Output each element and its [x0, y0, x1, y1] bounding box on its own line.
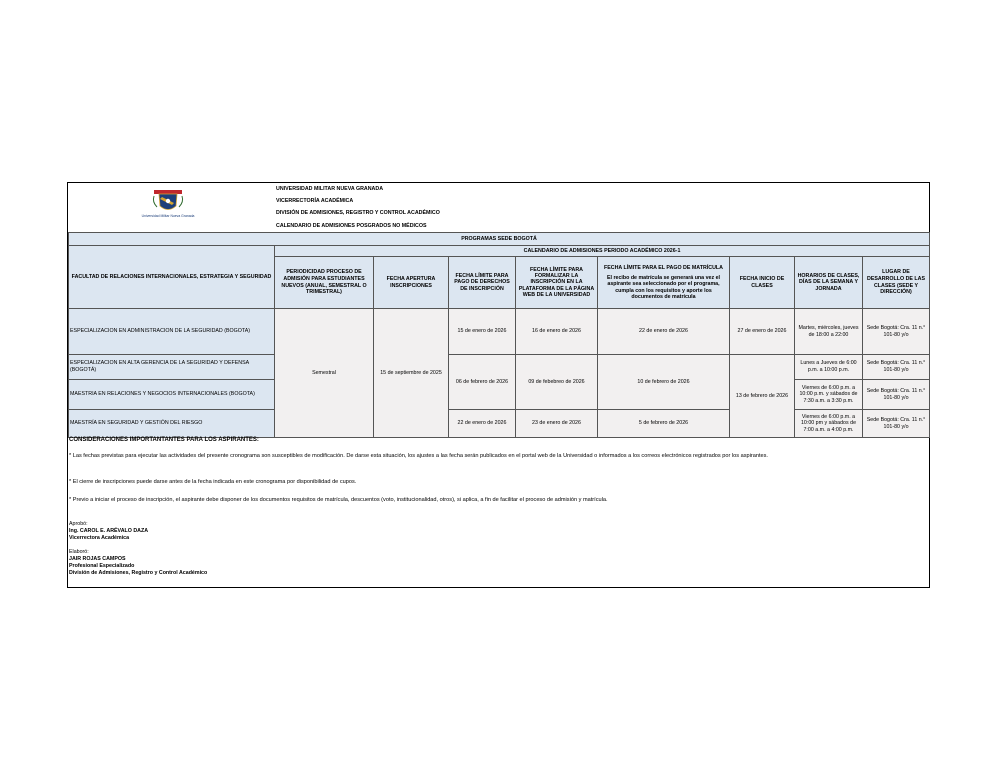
lugar-value: Sede Bogotá: Cra. 11 n.° 101-80 y/o [863, 410, 930, 438]
formalizar-value: 16 de enero de 2026 [516, 309, 598, 355]
table-row [69, 355, 930, 380]
col-pago-matricula-note: El recibo de matrícula se generará una vez el aspirante sea seleccionado por el programa, cumpla con los requisitos y aporte los documentos de matrícula [606, 275, 721, 300]
horario-value: Viernes de 6:00 p.m. a 10:00 pm y sábados de 7:00 a.m. a 4:00 p.m. [795, 410, 863, 438]
col-limite-formalizar: FECHA LÍMITE PARA FORMALIZAR LA INSCRIPCIÓN EN LA PLATAFORMA DE LA PÁGINA WEB DE LA UNIVERSIDAD [516, 257, 598, 309]
vicerrectoria-label: VICERRECTORÍA ACADÉMICA [276, 198, 354, 204]
col-pago-matricula [598, 257, 730, 309]
table-row [69, 410, 930, 438]
notes-title: CONSIDERACIONES IMPORTANTANTES PARA LOS ASPIRANTES: [69, 437, 259, 443]
program-name: MAESTRIA EN RELACIONES Y NEGOCIOS INTERNACIONALES (BOGOTA) [69, 380, 275, 410]
approved-name: Ing. CAROL E. ARÉVALO DAZA [69, 528, 149, 534]
horario-value: Lunes a Jueves de 6:00 p.m. a 10:00 p.m. [795, 355, 863, 380]
lugar-value: Sede Bogotá: Cra. 11 n.° 101-80 y/o [863, 309, 930, 355]
document-header [68, 183, 929, 232]
university-name: UNIVERSIDAD MILITAR NUEVA GRANADA [276, 186, 384, 192]
note-item: * El cierre de inscripciones puede darse antes de la fecha indicada en este cronograma por disponibilidad de cupos. [69, 479, 357, 485]
horario-value: Viernes de 6:00 p.m. a 10:00 p.m. y sábados de 7:30 a.m. a 3:30 p.m. [795, 380, 863, 410]
matricula-value: 10 de febrero de 2026 [598, 355, 730, 410]
col-limite-pago: FECHA LÍMITE PARA PAGO DE DERECHOS DE INSCRIPCIÓN [449, 257, 516, 309]
university-logo [141, 188, 195, 228]
pago-value: 22 de enero de 2026 [449, 410, 516, 438]
admissions-calendar-sheet [67, 182, 930, 588]
matricula-value: 22 de enero de 2026 [598, 309, 730, 355]
formalizar-value: 23 de enero de 2026 [516, 410, 598, 438]
period-title: CALENDARIO DE ADMISIONES PERIODO ACADÉMICO 2026-1 [275, 246, 930, 257]
pago-value: 15 de enero de 2026 [449, 309, 516, 355]
program-name: ESPECIALIZACION EN ADMINISTRACION DE LA SEGURIDAD (BOGOTA) [69, 309, 275, 355]
logo-text: Universidad Militar Nueva Granada [141, 214, 195, 218]
col-pago-matricula-title: FECHA LÍMITE PARA EL PAGO DE MATRÍCULA [604, 265, 723, 272]
col-lugar: LUGAR DE DESARROLLO DE LAS CLASES (SEDE Y DIRECCIÓN) [863, 257, 930, 309]
approved-role: Vicerrectora Académica [69, 535, 130, 541]
col-apertura: FECHA APERTURA INSCRIPCIONES [374, 257, 449, 309]
pago-value: 06 de febrero de 2026 [449, 355, 516, 410]
approved-label: Aprobó: [69, 521, 88, 527]
prepared-name: JAIR ROJAS CAMPOS [69, 556, 126, 562]
division-label: DIVISIÓN DE ADMISIONES, REGISTRO Y CONTROL ACADÉMICO [276, 210, 440, 216]
formalizar-value: 09 de febebreo de 2026 [516, 355, 598, 410]
col-inicio: FECHA INICIO DE CLASES [730, 257, 795, 309]
faculty-header: FACULTAD DE RELACIONES INTERNACIONALES, ESTRATEGIA Y SEGURIDAD [69, 246, 275, 309]
horario-value: Martes, miércoles, jueves de 18:00 a 22:00 [795, 309, 863, 355]
apertura-value: 15 de septiembre de 2025 [374, 309, 449, 438]
col-horarios: HORARIOS DE CLASES, DÍAS DE LA SEMANA Y JORNADA [795, 257, 863, 309]
section-title: PROGRAMAS SEDE BOGOTÁ [69, 233, 930, 246]
admissions-table [68, 232, 930, 438]
inicio-value: 27 de enero de 2026 [730, 309, 795, 355]
lugar-value: Sede Bogotá: Cra. 11 n.° 101-80 y/o [863, 355, 930, 380]
note-item: * Las fechas previstas para ejecutar las actividades del presente cronograma son susceptibles de modificación. De darse esta situación, los ajustes a las fecha serán publicados en el portal web de la Universidad o informados a los correos electrónicos registrados por los aspirantes. [69, 453, 768, 459]
prepared-role: Profesional Especializado [69, 563, 135, 569]
inicio-value: 13 de febrero de 2026 [730, 355, 795, 438]
prepared-label: Elaboró: [69, 549, 89, 555]
periodicidad-value: Semestral [275, 309, 374, 438]
matricula-value: 5 de febrero de 2026 [598, 410, 730, 438]
note-item: * Previo a iniciar el proceso de inscripción, el aspirante debe disponer de los documentos requisitos de matrícula, descuentos (voto, institucionalidad, otros), si aplica, a fin de facilitar el proceso de admisión y matrícula. [69, 497, 608, 503]
table-row [69, 309, 930, 355]
lugar-value: Sede Bogotá: Cra. 11 n.° 101-80 y/o [863, 380, 930, 410]
program-name: MAESTRÍA EN SEGURIDAD Y GESTIÓN DEL RIESGO [69, 410, 275, 438]
col-periodicidad: PERIODICIDAD PROCESO DE ADMISIÓN PARA ESTUDIANTES NUEVOS (ANUAL, SEMESTRAL O TRIMESTRAL) [275, 257, 374, 309]
calendar-title: CALENDARIO DE ADMISIONES POSGRADOS NO MÉDICOS [276, 223, 427, 229]
program-name: ESPECIALIZACION EN ALTA GERENCIA DE LA SEGURIDAD Y DEFENSA (BOGOTÁ) [69, 355, 275, 380]
prepared-dept: División de Admisiones, Registro y Control Académico [69, 570, 208, 576]
